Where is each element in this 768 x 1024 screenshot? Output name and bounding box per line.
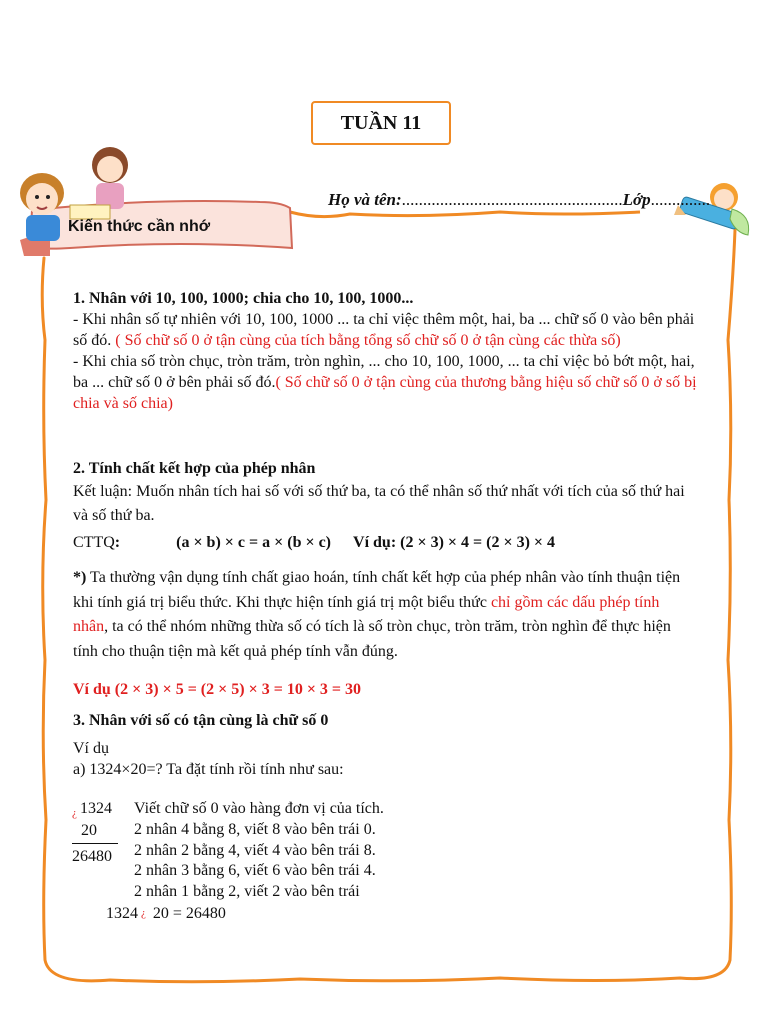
section-3-example-label: Ví dụ — [73, 740, 109, 757]
multiplicand: 1324 — [80, 800, 112, 817]
rule-text: - Khi nhân số tự nhiên với 10, 100, 1000 ... ta chỉ việc thêm một, hai, ba ... chữ số 0 vào bên phải số đó. — [73, 311, 695, 349]
multiply-sign: ¿ — [72, 807, 77, 819]
calc-step: Viết chữ số 0 vào hàng đơn vị của tích. — [134, 800, 384, 817]
section-3-heading: 3. Nhân với số có tận cùng là chữ số 0 — [73, 712, 329, 729]
note-rest: , ta có thể nhóm những thừa số có tích là số tròn chục, tròn trăm, tròn nghìn để thực hiện tính cho thuận tiện mà kết quả phép tính vẫn đúng. — [73, 618, 671, 660]
formula-example: Ví dụ: (2 × 3) × 4 = (2 × 3) × 4 — [353, 534, 556, 551]
formula: (a × b) × c = a × (b × c) — [176, 534, 332, 551]
calc-step: 2 nhân 4 bằng 8, viết 8 vào bên trái 0. — [134, 821, 376, 838]
pencil-girl-illustration — [672, 175, 762, 245]
calc-step: 2 nhân 2 bằng 4, viết 4 vào bên trái 8. — [134, 842, 376, 859]
section-2-red-example: Ví dụ (2 × 3) × 5 = (2 × 5) × 3 = 10 × 3 = 30 — [73, 681, 362, 698]
section-2-note — [73, 566, 698, 664]
note-highlight: chỉ gồm các dấu phép tính nhân — [73, 593, 660, 635]
section-2-conclusion: Kết luận: Muốn nhân tích hai số với số thứ ba, ta có thể nhân số thứ nhất với tích của số thứ hai và số thứ ba. — [73, 483, 685, 524]
rule-note: ( Số chữ số 0 ở tận cùng của thương bằng hiệu số chữ số 0 ở số bị chia và số chia) — [73, 374, 697, 412]
name-class-line — [328, 190, 710, 210]
calc-step: 2 nhân 3 bằng 6, viết 6 vào bên trái 4. — [134, 862, 376, 879]
rule-text: - Khi chia số tròn chục, tròn trăm, tròn nghìn, ... cho 10, 100, 1000, ... ta chỉ việc bỏ bớt một, hai, ba ... chữ số 0 ở bên phải số đó. — [73, 353, 695, 391]
section-2-formula-line — [73, 532, 698, 554]
class-label: Lớp — [622, 190, 651, 209]
section-1-rule-divide — [73, 351, 698, 414]
calc-step: 2 nhân 1 bằng 2, viết 2 vào bên trái — [134, 883, 360, 900]
class-dots: .............. — [650, 190, 711, 209]
name-dots: .................................................... — [401, 190, 623, 209]
section-2 — [73, 458, 698, 701]
multiplier: 20 — [81, 822, 97, 839]
final-right: 20 = 26480 — [148, 905, 226, 922]
section-1 — [73, 288, 698, 414]
section-1-rule-multiply — [73, 309, 698, 351]
section-2-heading: 2. Tính chất kết hợp của phép nhân — [73, 460, 316, 477]
section-1-heading: 1. Nhân với 10, 100, 1000; chia cho 10, 100, 1000... — [73, 290, 414, 307]
week-title: TUẦN 11 — [311, 101, 451, 145]
final-left: 1324 — [106, 905, 138, 922]
name-label: Họ và tên: — [328, 190, 402, 209]
formula-label: CTTQ — [73, 534, 115, 551]
calc-rule — [72, 843, 118, 844]
final-sign: ¿ — [141, 907, 146, 919]
final-equation — [106, 905, 226, 923]
section-3 — [73, 710, 698, 780]
rule-note: ( Số chữ số 0 ở tận cùng của tích bằng tổng số chữ số 0 ở tận cùng các thừa số) — [111, 332, 621, 349]
product: 26480 — [72, 848, 112, 865]
note-text: Ta thường vận dụng tính chất giao hoán, tính chất kết hợp của phép nhân vào tính thuận tiện khi tính giá trị biểu thức. Khi thực hiện tính giá trị một biểu thức — [73, 569, 681, 611]
formula-colon: : — [114, 534, 121, 551]
note-star: *) — [73, 569, 87, 586]
banner-label: Kiến thức cần nhớ — [68, 218, 211, 235]
section-3-task: a) 1324×20=? Ta đặt tính rồi tính như sau: — [73, 761, 344, 778]
